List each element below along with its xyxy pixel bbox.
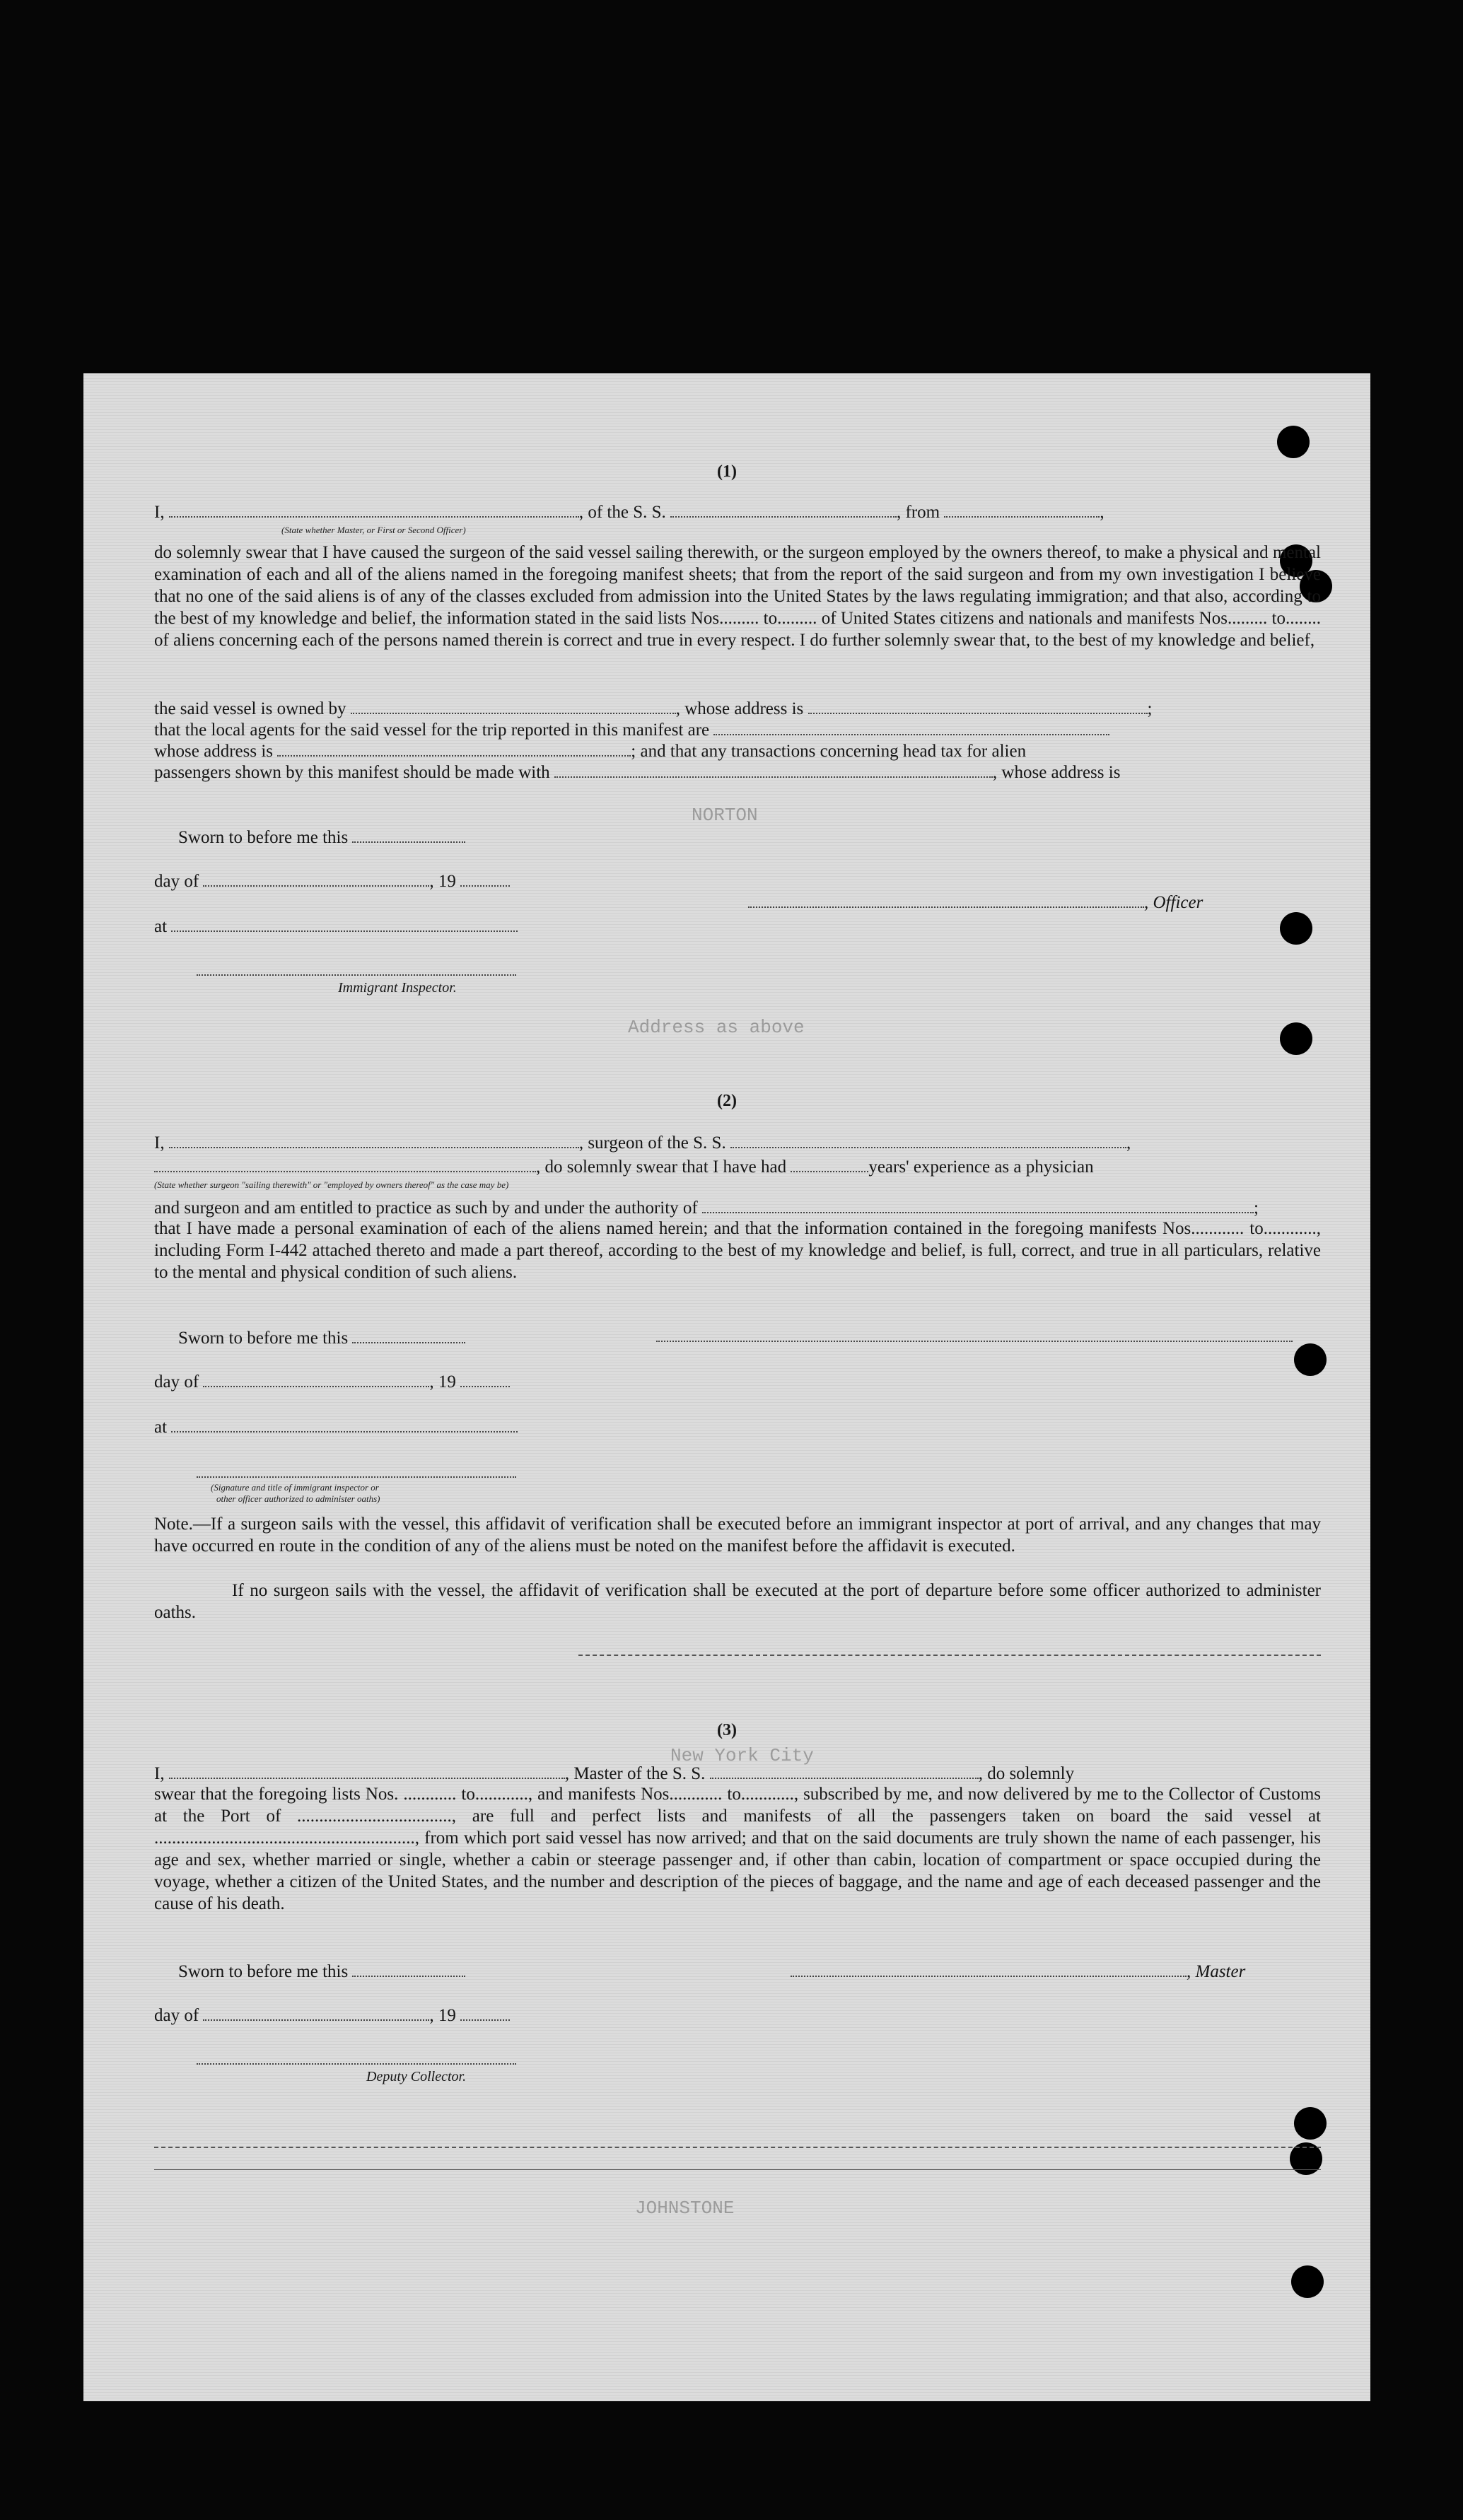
sworn-line: Sworn to before me this — [178, 826, 1345, 848]
authority-line: and surgeon and am entitled to practice as such by and under the authority of ; — [154, 1196, 1321, 1219]
punch-hole — [1294, 2107, 1327, 2140]
surgeon-oath-line: I, , surgeon of the S. S. , — [154, 1131, 1321, 1154]
agents-address-line: whose address is ; and that any transactions concerning head tax for alien — [154, 740, 1321, 762]
sworn-line: Sworn to before me this — [178, 1326, 1345, 1349]
section-number: (3) — [717, 1721, 737, 1739]
master-signature-line: , Master — [791, 1960, 1314, 1983]
punch-hole — [1280, 1022, 1312, 1055]
section-number: (2) — [717, 1092, 737, 1110]
surgeon-experience-line: , do solemnly swear that I have had years' experience as a physician — [154, 1155, 1321, 1178]
divider — [154, 2169, 1321, 2170]
inspector-signature-line — [197, 1461, 1363, 1483]
inspector-label: Immigrant Inspector. — [338, 980, 457, 996]
at-line: at — [154, 915, 1321, 938]
caption: (Signature and title of immigrant inspector or — [211, 1482, 379, 1493]
collector-signature-line — [197, 2048, 1363, 2070]
master-oath-line: I, , of the S. S. , from , — [154, 501, 1321, 523]
punch-hole — [1291, 2265, 1324, 2298]
punch-hole — [1277, 426, 1310, 458]
officer-line: , Officer — [748, 891, 1314, 914]
divider — [578, 1655, 1321, 1656]
head-tax-line: passengers shown by this manifest should be made with , whose address is — [154, 761, 1321, 783]
bleed-through-text: Address as above — [628, 1017, 805, 1038]
surgeon-signature-line — [656, 1325, 1293, 1348]
day-line: day of , 19 — [154, 870, 1321, 892]
owner-line: the said vessel is owned by , whose address is ; — [154, 697, 1321, 720]
surgeon-note: Note.—If a surgeon sails with the vessel, this affidavit of verification shall be executed before an immigrant inspector at port of arrival, and any changes that may have occurred en route in the condition of any of the aliens must be noted on the manifest before the affidavit is executed. — [154, 1515, 1321, 1556]
inspector-signature-line — [197, 959, 1363, 981]
bleed-through-text: New York City — [670, 1745, 814, 1766]
manifest-sheet — [83, 373, 1370, 2401]
caption: other officer authorized to administer oaths) — [216, 1493, 380, 1504]
caption: (State whether Master, or First or Second Officer) — [281, 525, 466, 535]
sworn-line: Sworn to before me this — [178, 1960, 1345, 1983]
bleed-through-text: JOHNSTONE — [635, 2198, 735, 2219]
master-declaration-paragraph: swear that the foregoing lists Nos. ............ to............, and manifests Nos............ to............, subscribed by me, and now delivered by me to the Collector of Customs at the Port of ..................................., are full and perfect lists and manifests of all the passengers taken on board the said vessel at ..........................................................., from which port said vessel has now arrived; and that on the said documents are truly shown the name of each passenger, his age and sex, whether married or single, whether a cabin or steerage passenger and, if other than cabin, location of compartment or space occupied during the voyage, whether a citizen of the United States, and the number and description of the pieces of baggage, and the name and age of each deceased passenger and the cause of his death. — [154, 1785, 1321, 1913]
bleed-through-text: NORTON — [692, 805, 758, 826]
master-oath-paragraph: do solemnly swear that I have caused the surgeon of the said vessel sailing therewith, or the surgeon employed by the owners thereof, to make a physical and mental examination of each and all of the aliens named in the foregoing manifest sheets; that from the report of the said surgeon and from my own investigation I believe that no one of the said aliens is of any of the classes excluded from admission into the United States by the laws regulating immigration; and that also, according to the best of my knowledge and belief, the information stated in the said lists Nos......... to......... of United States citizens and nationals and manifests Nos......... to........ of aliens concerning each of the persons named therein is correct and true in every respect. I do further solemnly swear that, to the best of my knowledge and belief, — [154, 543, 1321, 650]
section-number: (1) — [717, 462, 737, 481]
divider — [154, 2147, 1321, 2148]
at-line: at — [154, 1416, 1321, 1438]
agents-line: that the local agents for the said vessel for the trip reported in this manifest are — [154, 718, 1321, 741]
master-declaration-line: I, , Master of the S. S. , do solemnly — [154, 1762, 1321, 1785]
day-line: day of , 19 — [154, 2004, 1321, 2026]
collector-label: Deputy Collector. — [366, 2069, 467, 2084]
no-surgeon-note: If no surgeon sails with the vessel, the affidavit of verification shall be executed at the port of departure before some officer authorized to administer oaths. — [154, 1581, 1321, 1622]
caption: (State whether surgeon "sailing therewith" or "employed by owners thereof" as the case may be) — [154, 1179, 509, 1190]
day-line: day of , 19 — [154, 1370, 1321, 1393]
surgeon-oath-paragraph: that I have made a personal examination of each of the aliens named herein; and that the information contained in the foregoing manifests Nos............ to............, including Form I-442 attached thereto and made a part thereof, according to the best of my knowledge and belief, is full, correct, and true in all particulars, relative to the mental and physical condition of such aliens. — [154, 1219, 1321, 1282]
